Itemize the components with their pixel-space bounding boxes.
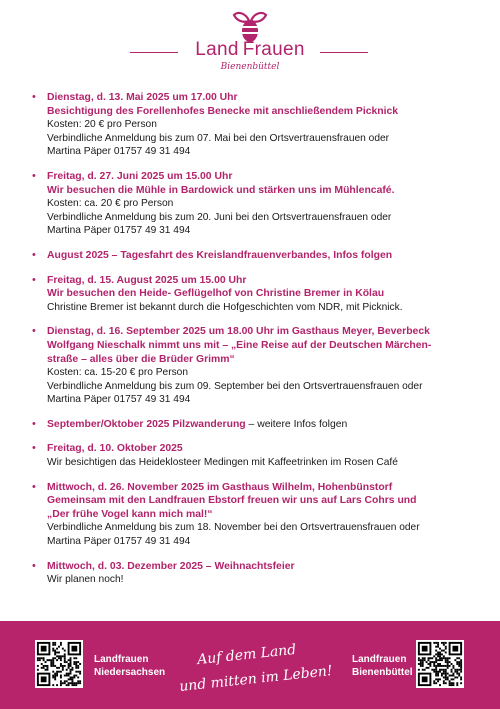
- event-detail: Wir besichtigen das Heideklosteer Medingen mit Kaffeetrinken im Rosen Café: [47, 457, 398, 469]
- event-headline: Gemeinsam mit den Landfrauen Ebstorf freuen wir uns auf Lars Cohrs und: [47, 495, 417, 507]
- event-headline: [47, 418, 475, 432]
- bullet-icon: •: [32, 559, 36, 572]
- event-item: [30, 249, 475, 263]
- event-headline: straße – alles über die Brüder Grimm“: [47, 353, 235, 365]
- logo-wordmark: [0, 39, 500, 61]
- qr-code-left[interactable]: [35, 640, 83, 688]
- event-item: [30, 170, 475, 238]
- bullet-icon: •: [32, 248, 36, 261]
- bullet-icon: •: [32, 169, 36, 182]
- event-item: [30, 418, 475, 432]
- logo-word-land: Land: [195, 39, 239, 60]
- logo-word-frauen: Frauen: [242, 39, 305, 60]
- event-headline: Mittwoch, d. 03. Dezember 2025 – Weihnachtsfeier: [47, 560, 295, 572]
- footer-label-niedersachsen: [94, 654, 165, 679]
- event-headline: Besichtigung des Forellenhofes Benecke mit anschließendem Picknick: [47, 105, 399, 117]
- page-footer: [0, 621, 500, 709]
- bullet-icon: •: [32, 91, 36, 103]
- event-headline: August 2025 – Tagesfahrt des Kreislandfrauenverbandes, Infos folgen: [47, 249, 393, 261]
- event-headline: „Der frühe Vogel kann mich mal!“: [47, 508, 213, 520]
- footer-left-line-1: Landfrauen: [94, 654, 149, 665]
- event-item: [30, 560, 475, 587]
- event-headline: Dienstag, d. 13. Mai 2025 um 17.00 Uhr: [47, 92, 238, 103]
- event-detail: Verbindliche Anmeldung bis zum 18. November bei den Ortsvertrauensfrauen oder: [47, 522, 420, 534]
- slogan-line-1: Auf dem Land: [196, 641, 297, 669]
- event-headline: Wolfgang Nieschalk nimmt uns mit – „Eine Reise auf der Deutschen Märchen-: [47, 339, 432, 351]
- footer-label-bienenbuettel: [352, 654, 413, 679]
- qr-code-right[interactable]: [416, 640, 464, 688]
- event-item: [30, 91, 475, 159]
- event-detail: Verbindliche Anmeldung bis zum 07. Mai bei den Ortsvertrauensfrauen oder: [47, 132, 390, 144]
- event-detail: Kosten: 20 € pro Person: [47, 119, 157, 131]
- event-headline: Freitag, d. 15. August 2025 um 15.00 Uhr: [47, 274, 247, 286]
- event-item: [30, 274, 475, 315]
- event-item: [30, 325, 475, 407]
- event-detail: Verbindliche Anmeldung bis zum 09. September bei den Ortsvertrauensfrauen oder: [47, 380, 423, 392]
- event-item: [30, 442, 475, 469]
- event-detail: Kosten: ca. 15-20 € pro Person: [47, 367, 189, 379]
- footer-right-line-1: Landfrauen: [352, 654, 407, 665]
- event-detail: Kosten: ca. 20 € pro Person: [47, 198, 174, 210]
- event-headline: Freitag, d. 10. Oktober 2025: [47, 443, 183, 455]
- event-headline: Wir besuchen den Heide- Geflügelhof von Christine Bremer in Kölau: [47, 288, 385, 300]
- footer-left-line-2: Niedersachsen: [94, 666, 166, 678]
- event-headline: Mittwoch, d. 26. November 2025 im Gasthaus Wilhelm, Hohenbünstorf: [47, 481, 393, 493]
- event-item: [30, 481, 475, 549]
- slogan-line-2: und mitten im Leben!: [178, 663, 334, 695]
- logo-subtitle: Bienenbüttel: [220, 62, 280, 72]
- event-headline-suffix: – weitere Infos folgen: [245, 418, 348, 430]
- bullet-icon: •: [32, 417, 36, 430]
- event-detail: Christine Bremer ist bekannt durch die Hofgeschichten vom NDR, mit Picknick.: [47, 301, 403, 313]
- event-detail: Martina Päper 01757 49 31 494: [47, 394, 191, 406]
- logo-divider-right: [320, 52, 368, 53]
- event-detail: Martina Päper 01757 49 31 494: [47, 536, 191, 548]
- event-detail: Wir planen noch!: [47, 574, 124, 586]
- event-headline: Dienstag, d. 16. September 2025 um 18.00 Uhr im Gasthaus Meyer, Beverbeck: [47, 326, 430, 338]
- event-detail: Verbindliche Anmeldung bis zum 20. Juni bei den Ortsvertrauensfrauen oder: [47, 211, 392, 223]
- event-detail: Martina Päper 01757 49 31 494: [47, 225, 191, 237]
- bullet-icon: •: [32, 325, 36, 338]
- bullet-icon: •: [32, 273, 36, 286]
- event-headline: Freitag, d. 27. Juni 2025 um 15.00 Uhr: [47, 170, 233, 182]
- bullet-icon: •: [32, 480, 36, 493]
- bullet-icon: •: [32, 442, 36, 455]
- event-detail: Martina Päper 01757 49 31 494: [47, 146, 191, 158]
- event-list: [30, 91, 475, 598]
- page-header: [0, 0, 500, 90]
- event-headline: Wir besuchen die Mühle in Bardowick und stärken uns im Mühlencafé.: [47, 184, 395, 196]
- footer-slogan: [175, 639, 335, 699]
- footer-right-line-2: Bienenbüttel: [352, 666, 413, 678]
- event-headline-text: September/Oktober 2025 Pilzwanderung: [47, 418, 246, 430]
